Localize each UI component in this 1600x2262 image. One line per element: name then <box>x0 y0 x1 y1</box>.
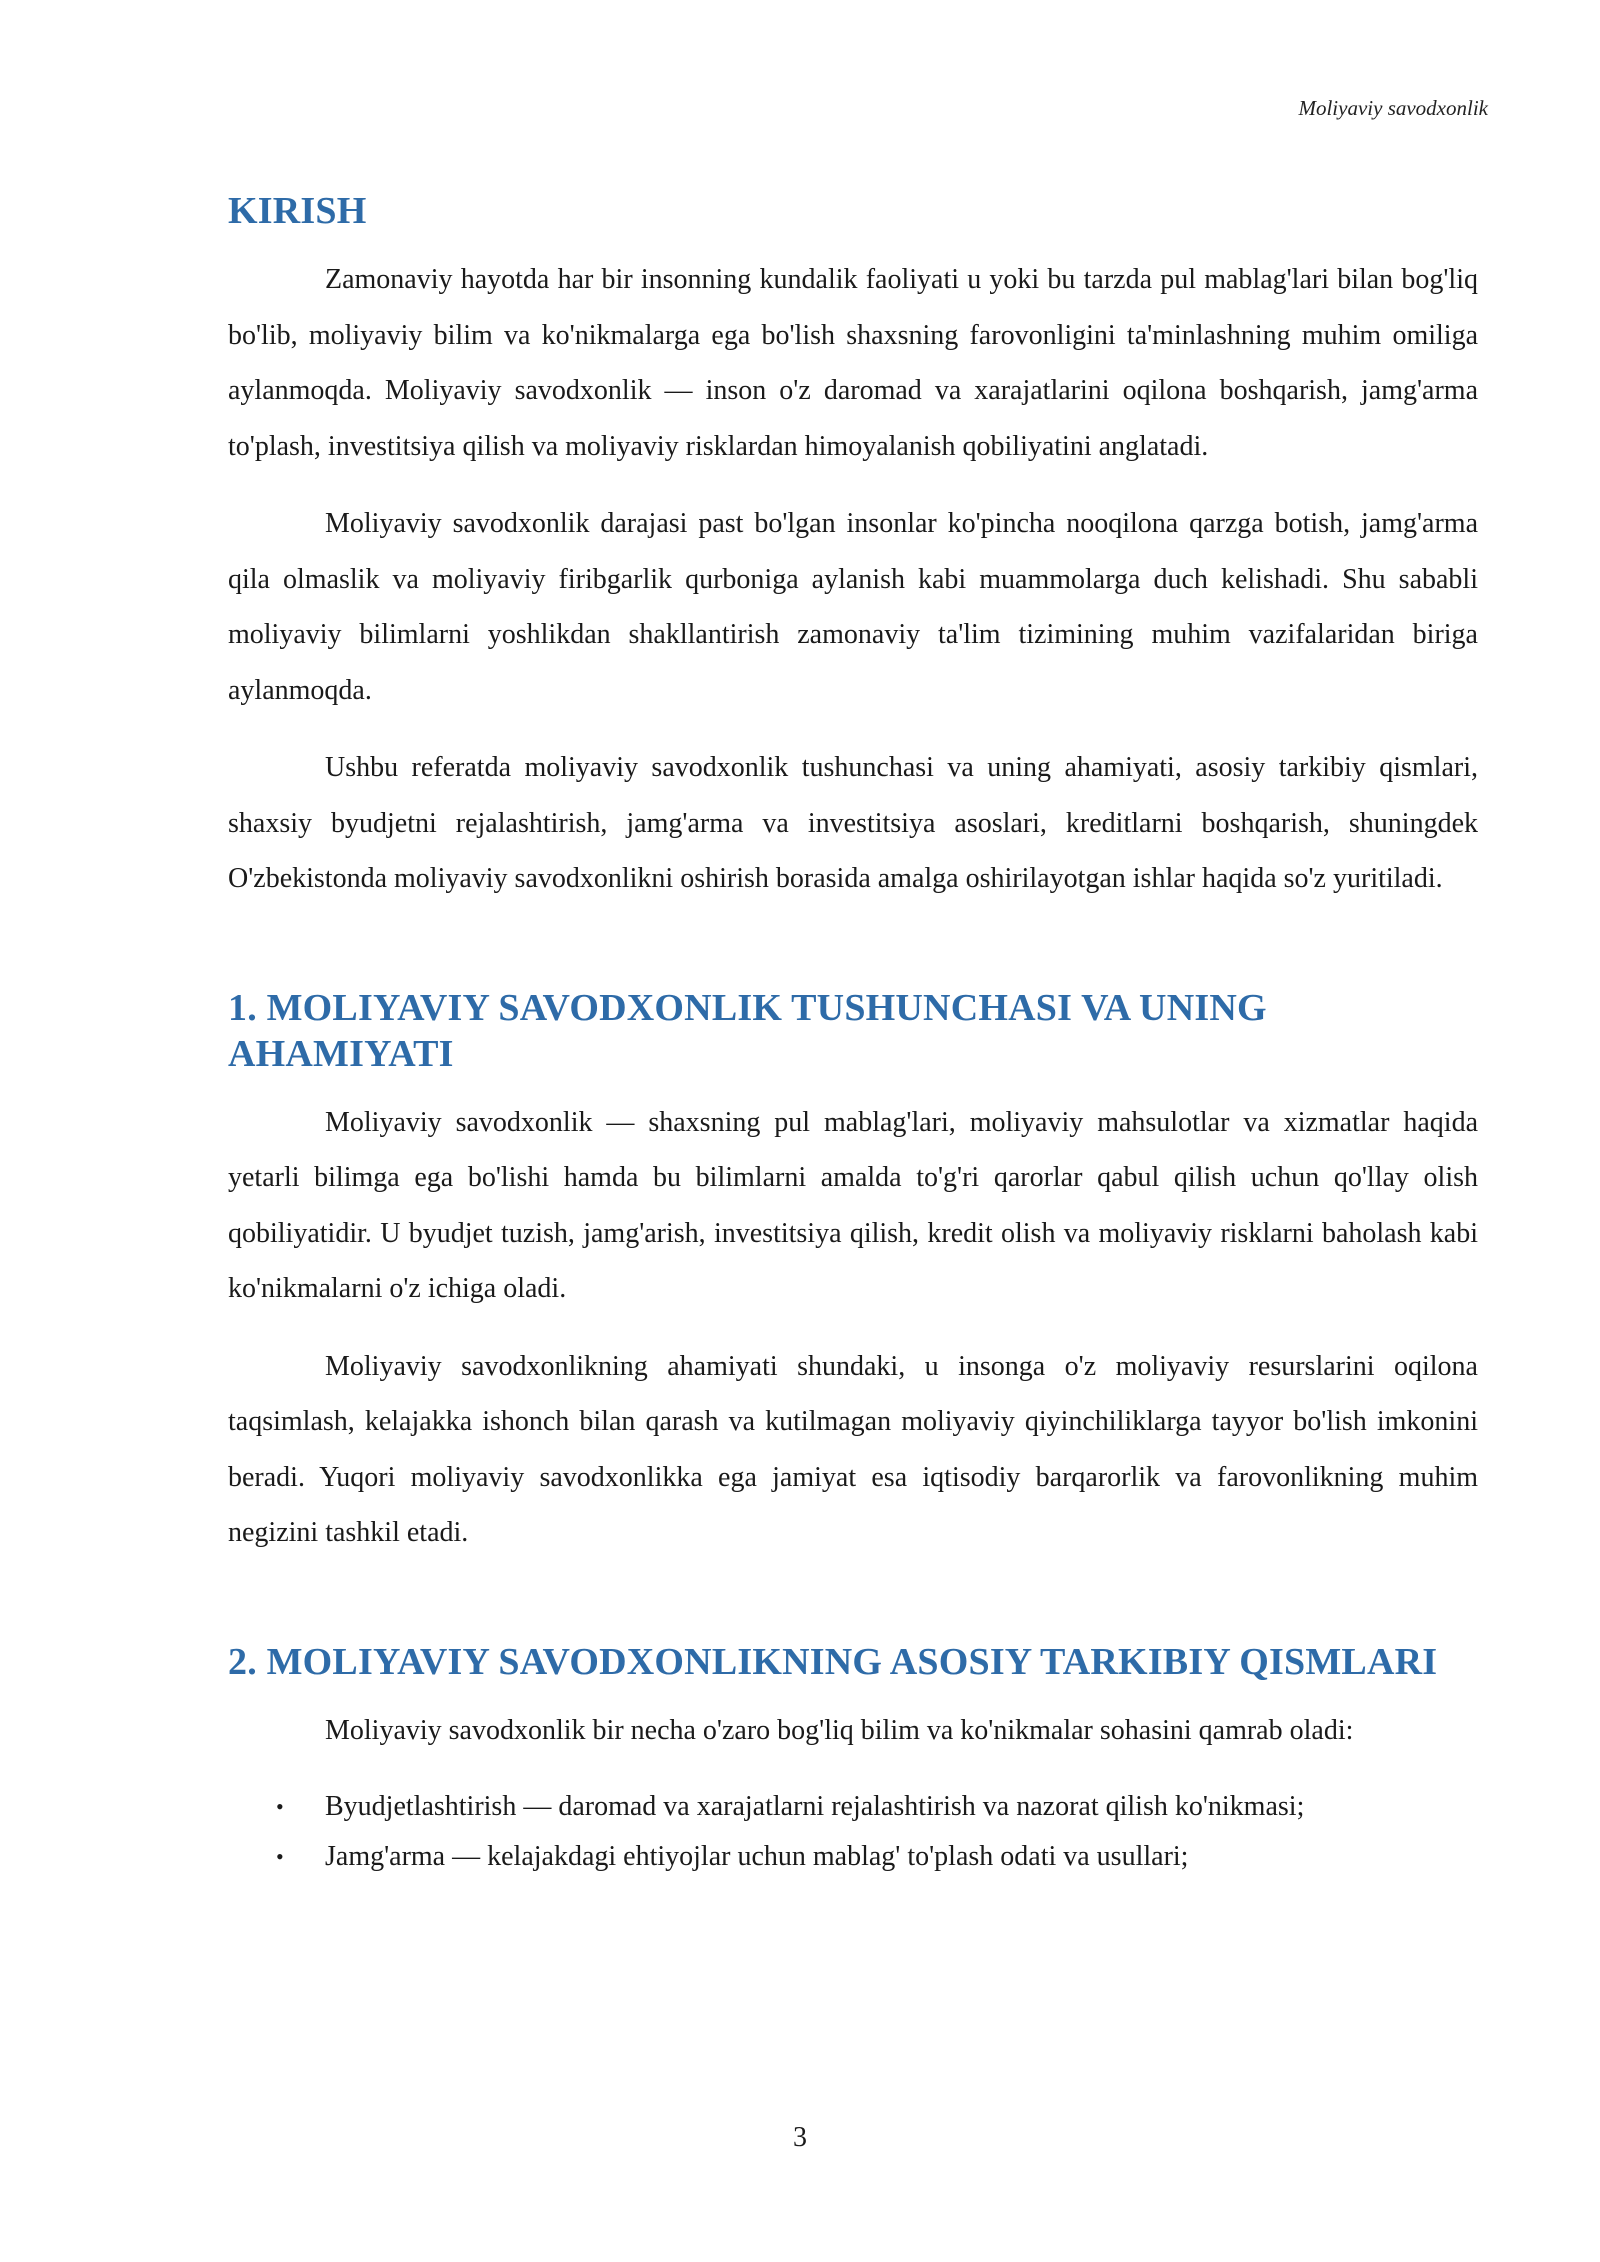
list-item <box>228 1782 1478 1832</box>
page-content <box>228 188 1478 1882</box>
intro-paragraph-3: Ushbu referatda moliyaviy savodxonlik tushunchasi va uning ahamiyati, asosiy tarkibiy qismlari, shaxsiy byudjetni rejalashtirish, jamg'arma va investitsiya asoslari, kreditlarni boshqarish, shuningdek O'zbekistonda moliyaviy savodxonlikni oshirish borasida amalga oshirilayotgan ishlar haqida so'z yuritiladi. <box>228 752 1478 894</box>
page-number: 3 <box>793 2122 807 2153</box>
intro-paragraph-1: Zamonaviy hayotda har bir insonning kundalik faoliyati u yoki bu tarzda pul mablag'lari bilan bog'liq bo'lib, moliyaviy bilim va ko'nikmalarga ega bo'lish shaxsning farovonligini ta'minlashning muhim omiliga aylanmoqda. Moliyaviy savodxonlik — inson o'z daromad va xarajatlarini oqilona boshqarish, jamg'arma to'plash, investitsiya qilish va moliyaviy risklardan himoyalanish qobiliyatini anglatadi. <box>228 264 1478 462</box>
intro-paragraph-2: Moliyaviy savodxonlik darajasi past bo'lgan insonlar ko'pincha nooqilona qarzga botish, jamg'arma qila olmaslik va moliyaviy firibgarlik qurboniga aylanish kabi muammolarga duch kelishadi. Shu sababli moliyaviy bilimlarni yoshlikdan shakllantirish zamonaviy ta'lim tizimining muhim vazifalaridan biriga aylanmoqda. <box>228 508 1478 706</box>
section-2-heading: 2. MOLIYAVIY SAVODXONLIKNING ASOSIY TARKIBIY QISMLARI <box>228 1640 1438 1683</box>
list-item <box>228 1832 1478 1882</box>
list-item-text: Jamg'arma — kelajakdagi ehtiyojlar uchun mablag' to'plash odati va usullari; <box>325 1841 1189 1872</box>
components-list <box>228 1782 1478 1882</box>
intro-heading: KIRISH <box>228 190 367 232</box>
section-2-paragraph-1: Moliyaviy savodxonlik bir necha o'zaro bog'liq bilim va ko'nikmalar sohasini qamrab oladi: <box>325 1714 1354 1746</box>
section-1-paragraph-1: Moliyaviy savodxonlik — shaxsning pul mablag'lari, moliyaviy mahsulotlar va xizmatlar haqida yetarli bilimga ega bo'lishi hamda bu bilimlarni amalda to'g'ri qarorlar qabul qilish uchun qo'llay olish qobiliyatidir. U byudjet tuzish, jamg'arish, investitsiya qilish, kredit olish va moliyaviy risklarni baholash kabi ko'nikmalarni o'z ichiga oladi. <box>228 1106 1478 1304</box>
list-item-text: Byudjetlashtirish — daromad va xarajatlarni rejalashtirish va nazorat qilish ko'nikmasi; <box>325 1791 1305 1822</box>
section-1-heading: 1. MOLIYAVIY SAVODXONLIK TUSHUNCHASI VA UNING AHAMIYATI <box>228 986 1267 1075</box>
section-1-paragraph-2: Moliyaviy savodxonlikning ahamiyati shundaki, u insonga o'z moliyaviy resurslarini oqilona taqsimlash, kelajakka ishonch bilan qarash va kutilmagan moliyaviy qiyinchiliklarga tayyor bo'lish imkonini beradi. Yuqori moliyaviy savodxonlikka ega jamiyat esa iqtisodiy barqarorlik va farovonlikning muhim negizini tashkil etadi. <box>228 1350 1478 1548</box>
bullet-icon: • <box>276 1844 284 1869</box>
running-header: Moliyaviy savodxonlik <box>1298 96 1488 120</box>
bullet-icon: • <box>276 1794 284 1819</box>
